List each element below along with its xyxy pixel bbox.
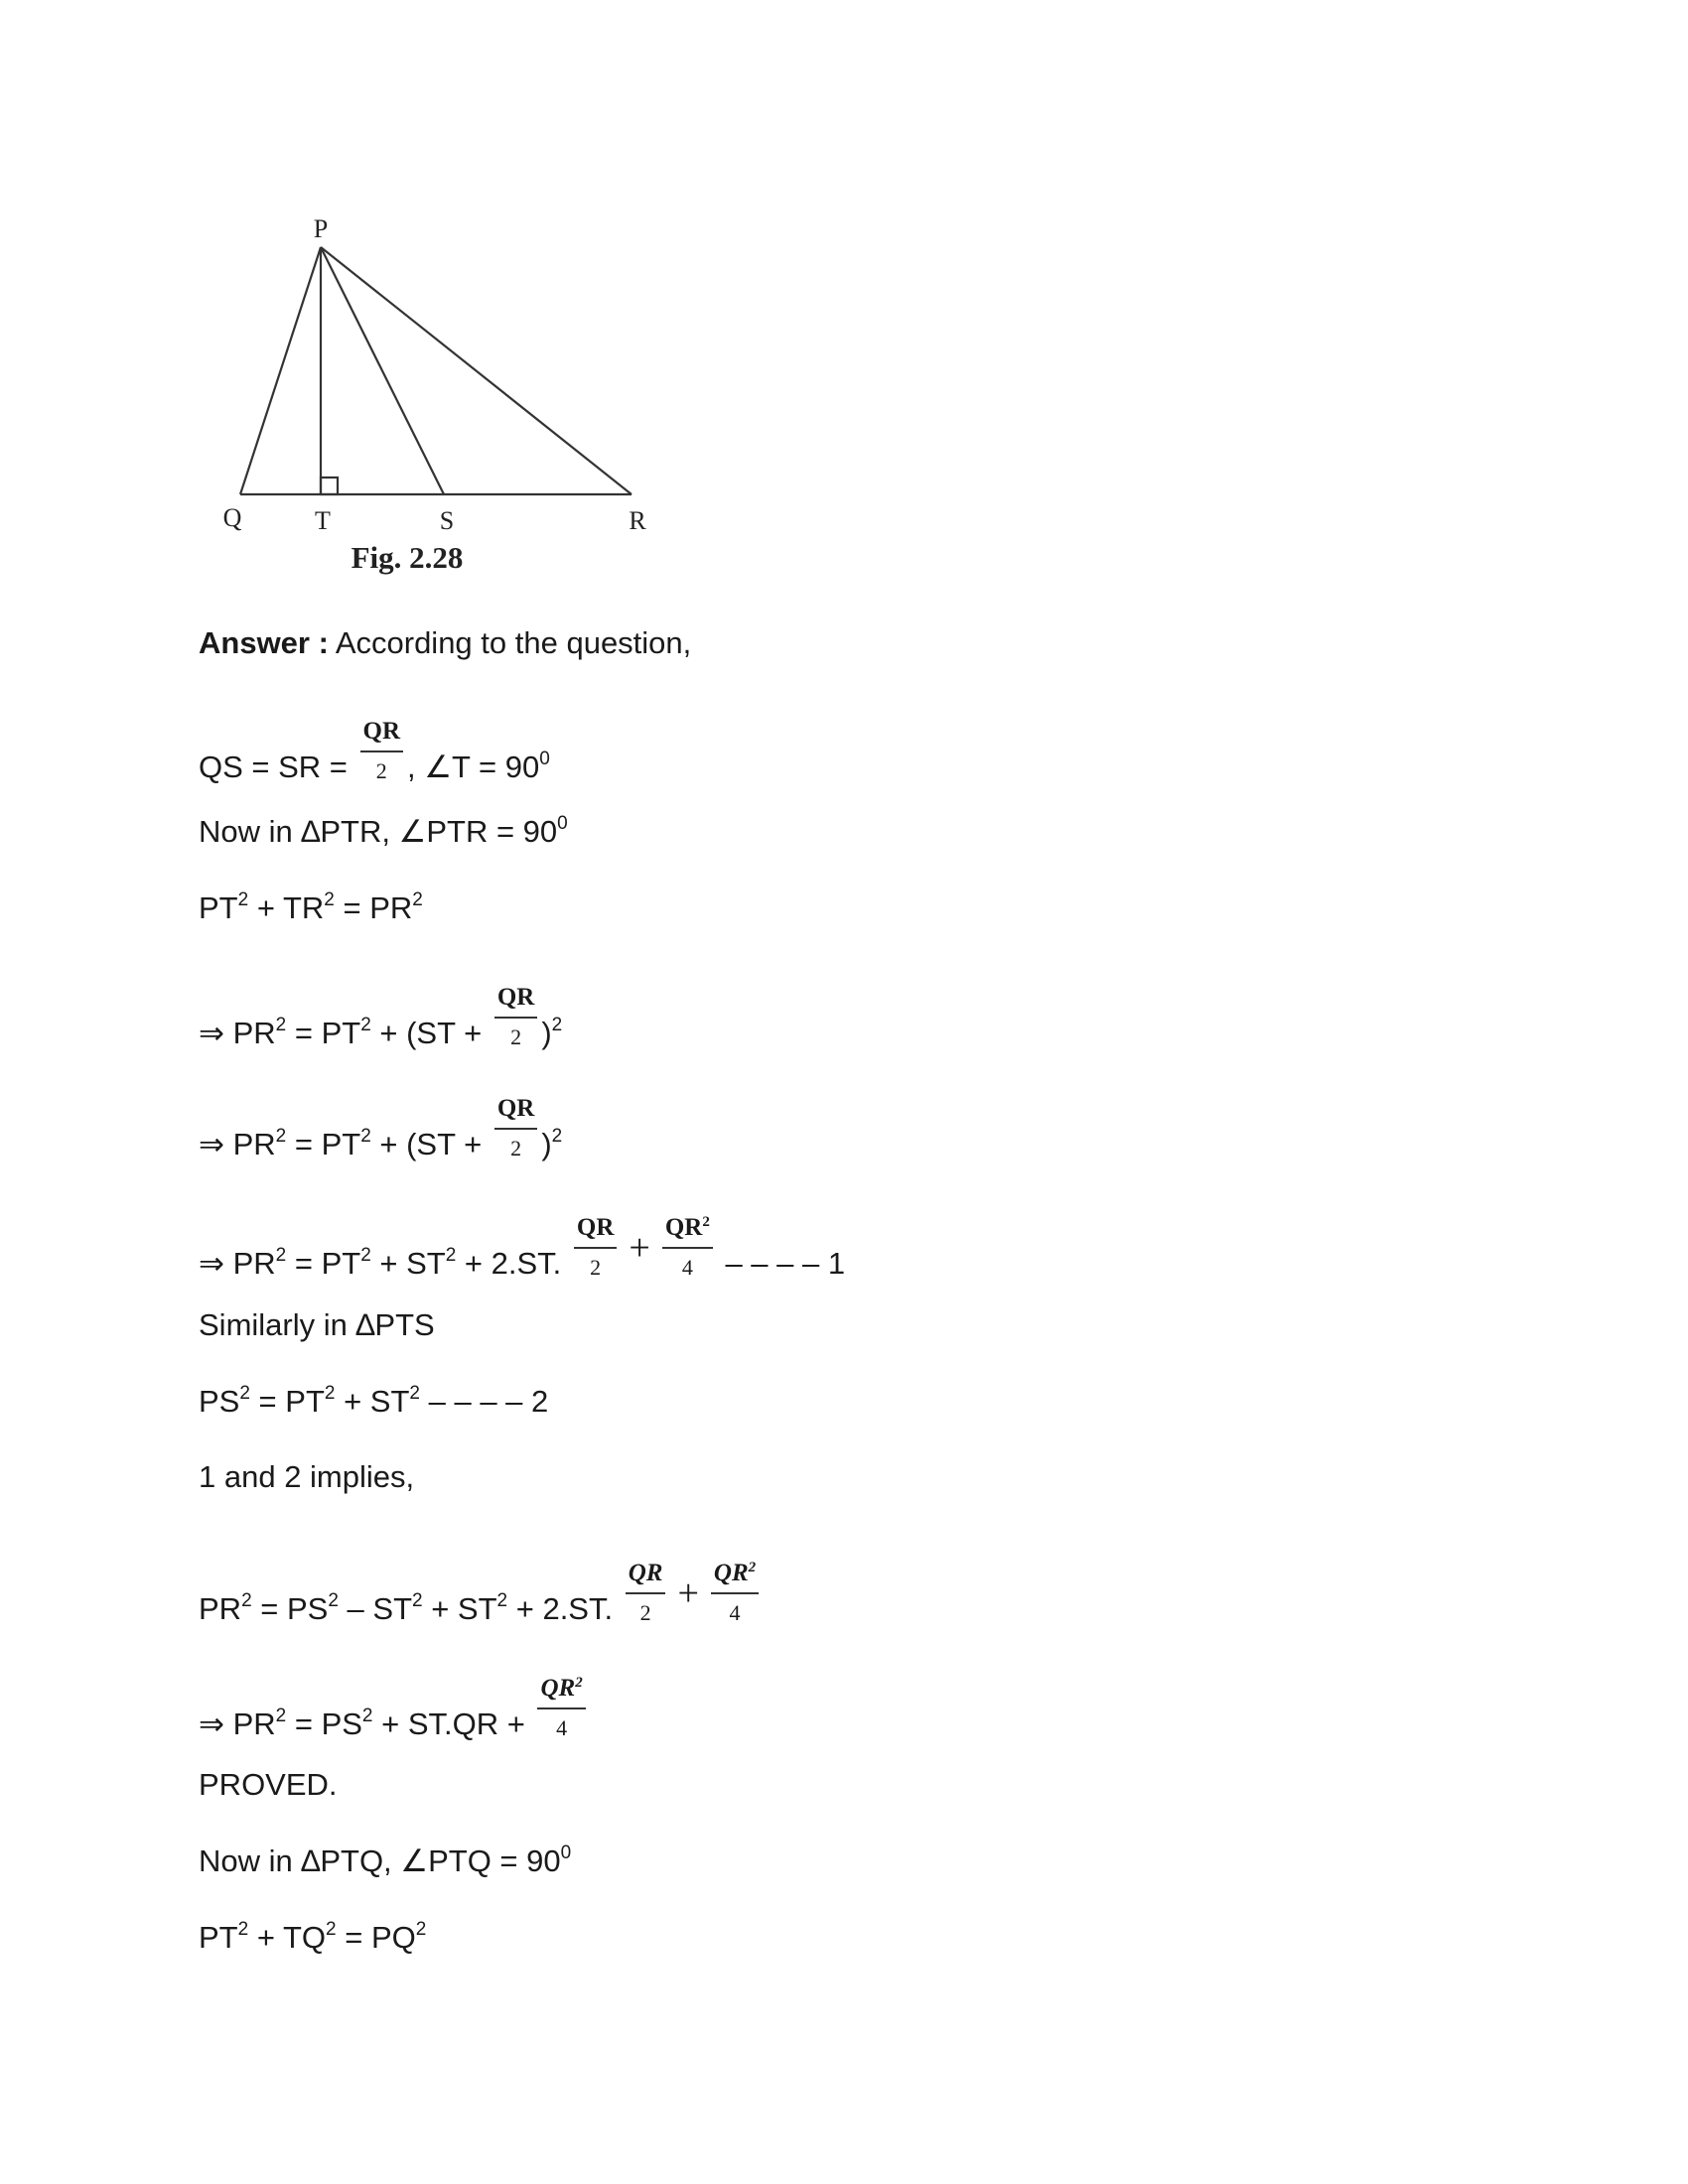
frac-num: QR bbox=[574, 1213, 618, 1249]
eq3-part: = PR bbox=[334, 890, 413, 925]
fraction-qr-over-2 bbox=[360, 717, 404, 786]
frac-num-sup: 2 bbox=[748, 1559, 757, 1575]
eq6-part: + 2.ST. bbox=[456, 1246, 570, 1282]
eq10-sup: 2 bbox=[241, 1589, 252, 1611]
eq2-text: Now in ∆PTR, ∠PTR = 90 bbox=[199, 814, 558, 849]
eq13-sup: 0 bbox=[560, 1842, 572, 1863]
frac-den: 2 bbox=[639, 1600, 651, 1625]
equation-line-8 bbox=[199, 1382, 548, 1422]
eq14-sup: 2 bbox=[326, 1918, 337, 1940]
frac-num bbox=[662, 1213, 713, 1249]
frac-num-text: QR bbox=[540, 1675, 576, 1702]
eq7-text: Similarly in ∆PTS bbox=[199, 1307, 435, 1342]
frac-num: QR bbox=[626, 1559, 666, 1594]
answer-text: According to the question, bbox=[328, 625, 692, 660]
eq5-part: + (ST + bbox=[370, 1127, 491, 1162]
equation-line-1 bbox=[199, 718, 550, 804]
eq4-sup: 2 bbox=[275, 1014, 287, 1035]
frac-num-text: QR bbox=[713, 1560, 749, 1586]
right-angle-marker bbox=[321, 478, 338, 494]
eq14-part: + TQ bbox=[248, 1920, 327, 1955]
eq6-part: ⇒ PR bbox=[199, 1246, 276, 1282]
eq5-part: ⇒ PR bbox=[199, 1127, 276, 1162]
eq10-part: = PS bbox=[251, 1591, 329, 1627]
eq4-part: ) bbox=[541, 1016, 552, 1051]
eq4-part: = PT bbox=[286, 1016, 361, 1051]
fraction-qr-squared-over-4 bbox=[711, 1559, 759, 1628]
eq11-part: = PS bbox=[286, 1706, 362, 1742]
eq6-sup: 2 bbox=[360, 1244, 371, 1266]
fraction-qr-squared-over-4 bbox=[537, 1674, 585, 1743]
eq14-part: = PQ bbox=[336, 1920, 416, 1955]
plus-sign: + bbox=[629, 1227, 650, 1269]
frac-num-sup: 2 bbox=[575, 1674, 583, 1691]
segment-ps bbox=[321, 247, 444, 494]
eq4-sup: 2 bbox=[360, 1014, 371, 1035]
proved-text: PROVED. bbox=[199, 1767, 338, 1802]
eq5-part: = PT bbox=[286, 1127, 361, 1162]
equation-line-2 bbox=[199, 812, 568, 852]
fraction-qr-over-2 bbox=[574, 1213, 618, 1283]
frac-num bbox=[711, 1559, 759, 1594]
eq10-sup: 2 bbox=[412, 1589, 423, 1611]
equation-line-6 bbox=[199, 1213, 846, 1300]
frac-num: QR bbox=[360, 717, 404, 752]
eq14-sup: 2 bbox=[415, 1918, 427, 1940]
frac-num bbox=[537, 1674, 585, 1709]
triangle-diagram bbox=[189, 199, 705, 596]
fraction-qr-squared-over-4 bbox=[662, 1213, 713, 1283]
eq3-part: PT bbox=[199, 890, 238, 925]
eq10-part: – ST bbox=[338, 1591, 413, 1627]
eq4-part: + (ST + bbox=[370, 1016, 491, 1051]
eq1-text-b: , ∠T = 90 bbox=[407, 750, 540, 785]
figure-caption: Fig. 2.28 bbox=[351, 540, 464, 575]
frac-den: 2 bbox=[590, 1255, 602, 1280]
eq14-part: PT bbox=[199, 1920, 238, 1955]
eq3-sup: 2 bbox=[324, 888, 335, 910]
eq8-sup: 2 bbox=[409, 1382, 420, 1404]
frac-den: 4 bbox=[556, 1715, 568, 1740]
segment-pr bbox=[321, 247, 632, 494]
fraction-qr-over-2 bbox=[626, 1559, 666, 1628]
eq10-part: + ST bbox=[422, 1591, 497, 1627]
frac-den: 2 bbox=[510, 1136, 522, 1160]
label-r: R bbox=[629, 506, 646, 535]
label-p: P bbox=[313, 214, 329, 243]
eq4-sup: 2 bbox=[551, 1014, 563, 1035]
fraction-qr-over-2 bbox=[494, 983, 538, 1052]
eq8-sup: 2 bbox=[324, 1382, 336, 1404]
equation-line-13 bbox=[199, 1842, 571, 1881]
figure-2-28 bbox=[189, 199, 705, 596]
eq8-sup: 2 bbox=[239, 1382, 250, 1404]
eq11-part: ⇒ PR bbox=[199, 1706, 276, 1742]
eq6-sup: 2 bbox=[275, 1244, 287, 1266]
frac-num: QR bbox=[494, 983, 538, 1019]
eq5-sup: 2 bbox=[275, 1125, 287, 1147]
equation-line-14 bbox=[199, 1918, 426, 1958]
eq3-part: + TR bbox=[248, 890, 325, 925]
eq6-ref: – – – – 1 bbox=[716, 1246, 846, 1282]
plus-sign: + bbox=[677, 1572, 699, 1614]
eq10-sup: 2 bbox=[496, 1589, 508, 1611]
eq4-part: ⇒ PR bbox=[199, 1016, 276, 1051]
eq6-part: + ST bbox=[370, 1246, 446, 1282]
frac-den: 4 bbox=[729, 1600, 741, 1625]
eq9-text: 1 and 2 implies, bbox=[199, 1459, 415, 1494]
equation-line-3 bbox=[199, 888, 423, 928]
eq8-part: = PT bbox=[249, 1384, 325, 1419]
frac-num-text: QR bbox=[664, 1214, 703, 1241]
eq2-sup: 0 bbox=[557, 812, 568, 834]
frac-den: 2 bbox=[510, 1024, 522, 1049]
eq3-sup: 2 bbox=[237, 888, 249, 910]
equation-line-10 bbox=[199, 1559, 763, 1646]
equation-line-4 bbox=[199, 984, 563, 1070]
eq14-sup: 2 bbox=[237, 1918, 249, 1940]
segment-pq bbox=[240, 247, 321, 494]
eq11-part: + ST.QR + bbox=[372, 1706, 534, 1742]
equation-line-12 bbox=[199, 1765, 338, 1805]
label-t: T bbox=[315, 506, 331, 535]
frac-den: 4 bbox=[681, 1255, 693, 1280]
equation-line-7 bbox=[199, 1305, 435, 1345]
frac-den: 2 bbox=[375, 758, 387, 783]
eq1-sup: 0 bbox=[539, 748, 550, 769]
equation-line-9 bbox=[199, 1457, 414, 1497]
eq8-part: PS bbox=[199, 1384, 240, 1419]
eq13-text: Now in ∆PTQ, ∠PTQ = 90 bbox=[199, 1843, 561, 1878]
answer-label: Answer : bbox=[199, 625, 329, 660]
frac-num-sup: 2 bbox=[702, 1213, 710, 1230]
eq6-sup: 2 bbox=[445, 1244, 457, 1266]
eq11-sup: 2 bbox=[361, 1705, 373, 1726]
eq8-part: + ST bbox=[335, 1384, 410, 1419]
fraction-qr-over-2 bbox=[494, 1094, 538, 1163]
equation-line-5 bbox=[199, 1095, 563, 1181]
label-q: Q bbox=[222, 503, 242, 532]
eq8-ref: – – – – 2 bbox=[420, 1384, 549, 1419]
eq5-part: ) bbox=[541, 1127, 552, 1162]
frac-num: QR bbox=[494, 1094, 538, 1130]
eq6-part: = PT bbox=[286, 1246, 361, 1282]
eq10-part: + 2.ST. bbox=[507, 1591, 622, 1627]
eq5-sup: 2 bbox=[360, 1125, 371, 1147]
eq11-sup: 2 bbox=[275, 1705, 287, 1726]
eq5-sup: 2 bbox=[551, 1125, 563, 1147]
eq10-part: PR bbox=[199, 1591, 242, 1627]
eq1-text-a: QS = SR = bbox=[199, 750, 356, 785]
answer-line bbox=[199, 623, 691, 663]
equation-line-11 bbox=[199, 1674, 590, 1761]
label-s: S bbox=[439, 506, 455, 535]
eq3-sup: 2 bbox=[412, 888, 423, 910]
eq10-sup: 2 bbox=[328, 1589, 339, 1611]
